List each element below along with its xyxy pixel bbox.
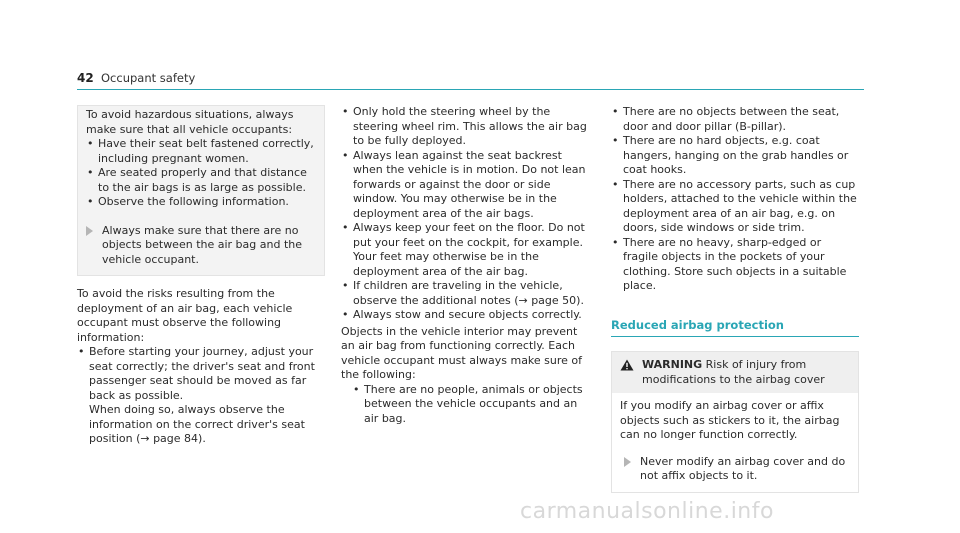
column-left [77, 105, 325, 447]
list-item: • Always keep your feet on the floor. Do not put your feet on the cockpit, for example. Your feet may otherwise be in the deployment area of the air bag. [341, 221, 589, 279]
list-item: • There are no people, animals or objects between the vehicle occupants and an air bag. [352, 383, 589, 427]
warning-header [612, 352, 858, 393]
warning-label: WARNING [642, 358, 703, 371]
info-box-intro: To avoid hazardous situations, always make sure that all vehicle occupants: [86, 108, 294, 136]
section-divider [611, 336, 859, 337]
paragraph: Objects in the vehicle interior may prevent an air bag from functioning correctly. Each vehicle occupant must always make sure of the following: [341, 324, 583, 381]
page-number: 42 [77, 71, 94, 85]
list-item: • There are no accessory parts, such as cup holders, attached to the vehicle within the deployment area of an air bag, e.g. on doors, side windows or side trim. [611, 178, 859, 236]
list-item: • Are seated properly and that distance to the air bags is as large as possible. [86, 166, 316, 195]
list-item: • There are no objects between the seat, door and door pillar (B-pillar). [611, 105, 859, 134]
list-item: • Before starting your journey, adjust your seat correctly; the driver's seat and front passenger seat should be moved as far back as possible. [77, 345, 325, 403]
info-note-text: Always make sure that there are no objects between the air bag and the vehicle occupant. [102, 223, 302, 266]
list-item: • If children are traveling in the vehicle, observe the additional notes (→ page 50). [341, 279, 589, 308]
list-item: • Have their seat belt fastened correctly, including pregnant women. [86, 137, 316, 166]
paragraph: To avoid the risks resulting from the deployment of an air bag, each vehicle occupant must observe the following information: [77, 287, 293, 344]
list-item: • Always stow and secure objects correctly. [341, 308, 589, 323]
page-title: Occupant safety [101, 71, 196, 85]
column-middle [341, 105, 589, 426]
bullet-list [77, 345, 325, 403]
warning-body [612, 393, 858, 492]
arrow-right-icon [86, 226, 93, 236]
section-heading: Reduced airbag protection [611, 317, 784, 332]
watermark: carmanualsonline.info [520, 499, 774, 524]
warning-text: If you modify an airbag cover or affix objects such as stickers to it, the airbag can no longer function correctly. [620, 399, 840, 441]
warning-title: Risk of injury from modifications to the airbag cover [642, 358, 825, 386]
warning-note-text: Never modify an airbag cover and do not affix objects to it. [640, 454, 846, 482]
warning-box [611, 351, 859, 493]
list-item: • There are no heavy, sharp-edged or fragile objects in the pockets of your clothing. Store such objects in a suitable place. [611, 236, 859, 294]
sub-bullet-list [341, 383, 589, 427]
bullet-list [611, 105, 859, 294]
header-divider [77, 89, 864, 90]
arrow-right-icon [624, 457, 631, 467]
list-item: • Always lean against the seat backrest when the vehicle is in motion. Do not lean forwards or against the door or side window. You may otherwise be in the deployment area of the air bags. [341, 149, 589, 222]
warning-note [620, 455, 850, 484]
info-note [82, 224, 316, 268]
list-item: • Observe the following information. [86, 195, 316, 210]
bullet-list [341, 105, 589, 323]
list-item-continuation: When doing so, always observe the information on the correct driver's seat position (→ page 84). [89, 403, 305, 445]
list-item: • There are no hard objects, e.g. coat hangers, hanging on the grab handles or coat hooks. [611, 134, 859, 178]
page-header [0, 0, 960, 90]
info-box-list [82, 137, 316, 210]
list-item: • Only hold the steering wheel by the steering wheel rim. This allows the air bag to be fully deployed. [341, 105, 589, 149]
column-right [611, 105, 859, 493]
warning-triangle-icon [620, 359, 634, 371]
info-box [77, 105, 325, 276]
